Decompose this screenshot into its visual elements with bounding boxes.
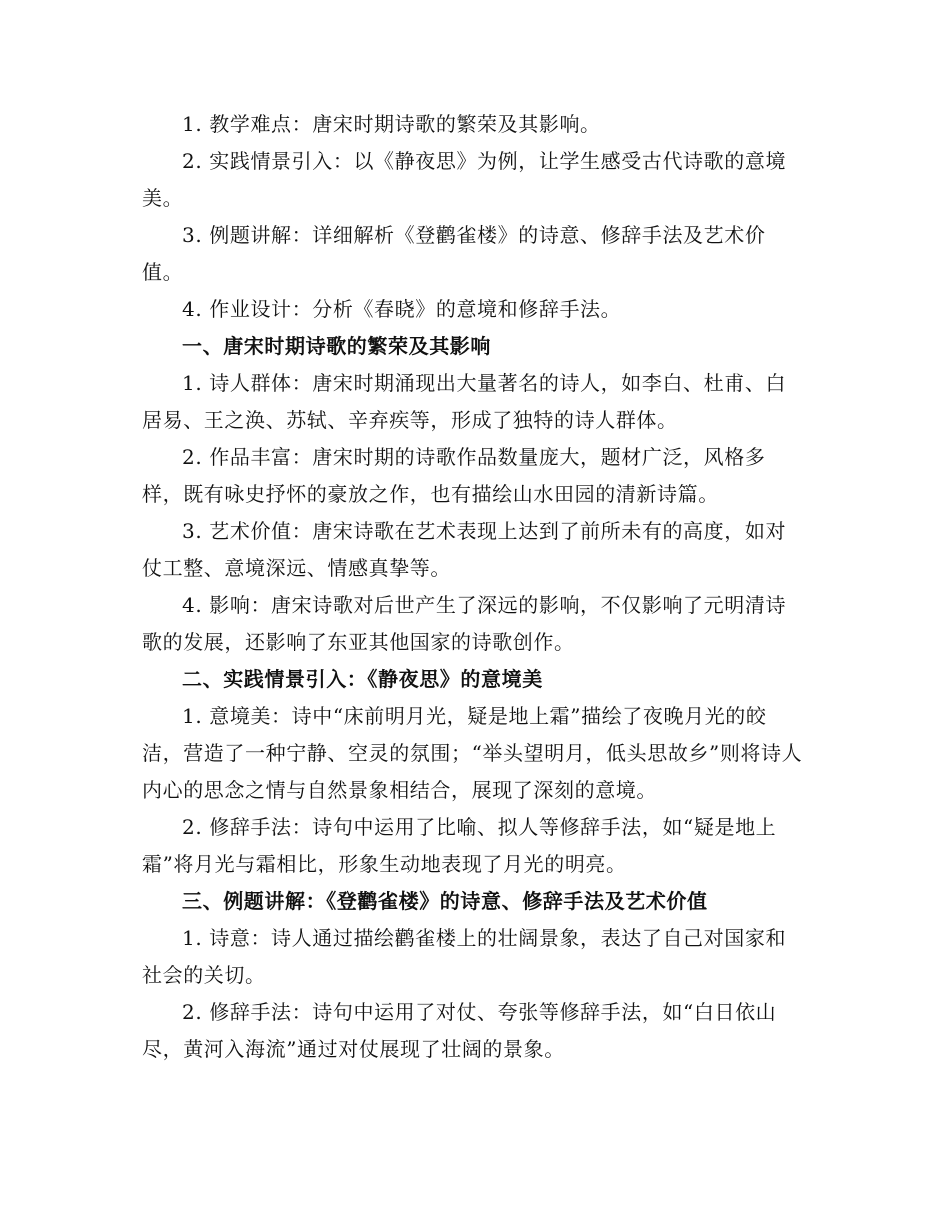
section-1-item-art-value: 3. 艺术价值：唐宋诗歌在艺术表现上达到了前所未有的高度，如对仗工整、意境深远、情感真挚等。 [142,519,787,580]
intro-item-difficulty: 1. 教学难点：唐宋时期诗歌的繁荣及其影响。 [182,112,601,136]
section-3-item-rhetoric: 2. 修辞手法：诗句中运用了对仗、夸张等修辞手法，如“白日依山尽，黄河入海流”通过对仗展现了壮阔的景象。 [142,1000,777,1061]
section-2-heading: 二、实践情景引入：《静夜思》的意境美 [182,667,543,691]
section-1-item-influence: 4. 影响：唐宋诗歌对后世产生了深远的影响，不仅影响了元明清诗歌的发展，还影响了东亚其他国家的诗歌创作。 [142,593,787,654]
section-2-item-rhetoric: 2. 修辞手法：诗句中运用了比喻、拟人等修辞手法，如“疑是地上霜”将月光与霜相比，形象生动地表现了月光的明亮。 [142,815,777,876]
section-3-item-meaning: 1. 诗意：诗人通过描绘鹳雀楼上的壮阔景象，表达了自己对国家和社会的关切。 [142,926,787,987]
intro-item-homework: 4. 作业设计：分析《春晓》的意境和修辞手法。 [182,297,622,321]
section-1-item-works: 2. 作品丰富：唐宋时期的诗歌作品数量庞大，题材广泛，风格多样，既有咏史抒怀的豪放之作，也有描绘山水田园的清新诗篇。 [142,445,766,506]
section-3-heading: 三、例题讲解：《登鹳雀楼》的诗意、修辞手法及艺术价值 [182,889,708,913]
document-body [142,106,806,1068]
section-2-item-mood: 1. 意境美：诗中“床前明月光，疑是地上霜”描绘了夜晚月光的皎洁，营造了一种宁静、空灵的氛围；“举头望明月，低头思故乡”则将诗人内心的思念之情与自然景象相结合，展现了深刻的意境。 [142,704,803,802]
section-1-item-poets: 1. 诗人群体：唐宋时期涌现出大量著名的诗人，如李白、杜甫、白居易、王之涣、苏轼、辛弃疾等，形成了独特的诗人群体。 [142,371,787,432]
intro-item-example: 3. 例题讲解：详细解析《登鹳雀楼》的诗意、修辞手法及艺术价值。 [142,223,766,284]
section-1-heading: 一、唐宋时期诗歌的繁荣及其影响 [182,334,491,358]
intro-item-scenario: 2. 实践情景引入：以《静夜思》为例，让学生感受古代诗歌的意境美。 [142,149,787,210]
